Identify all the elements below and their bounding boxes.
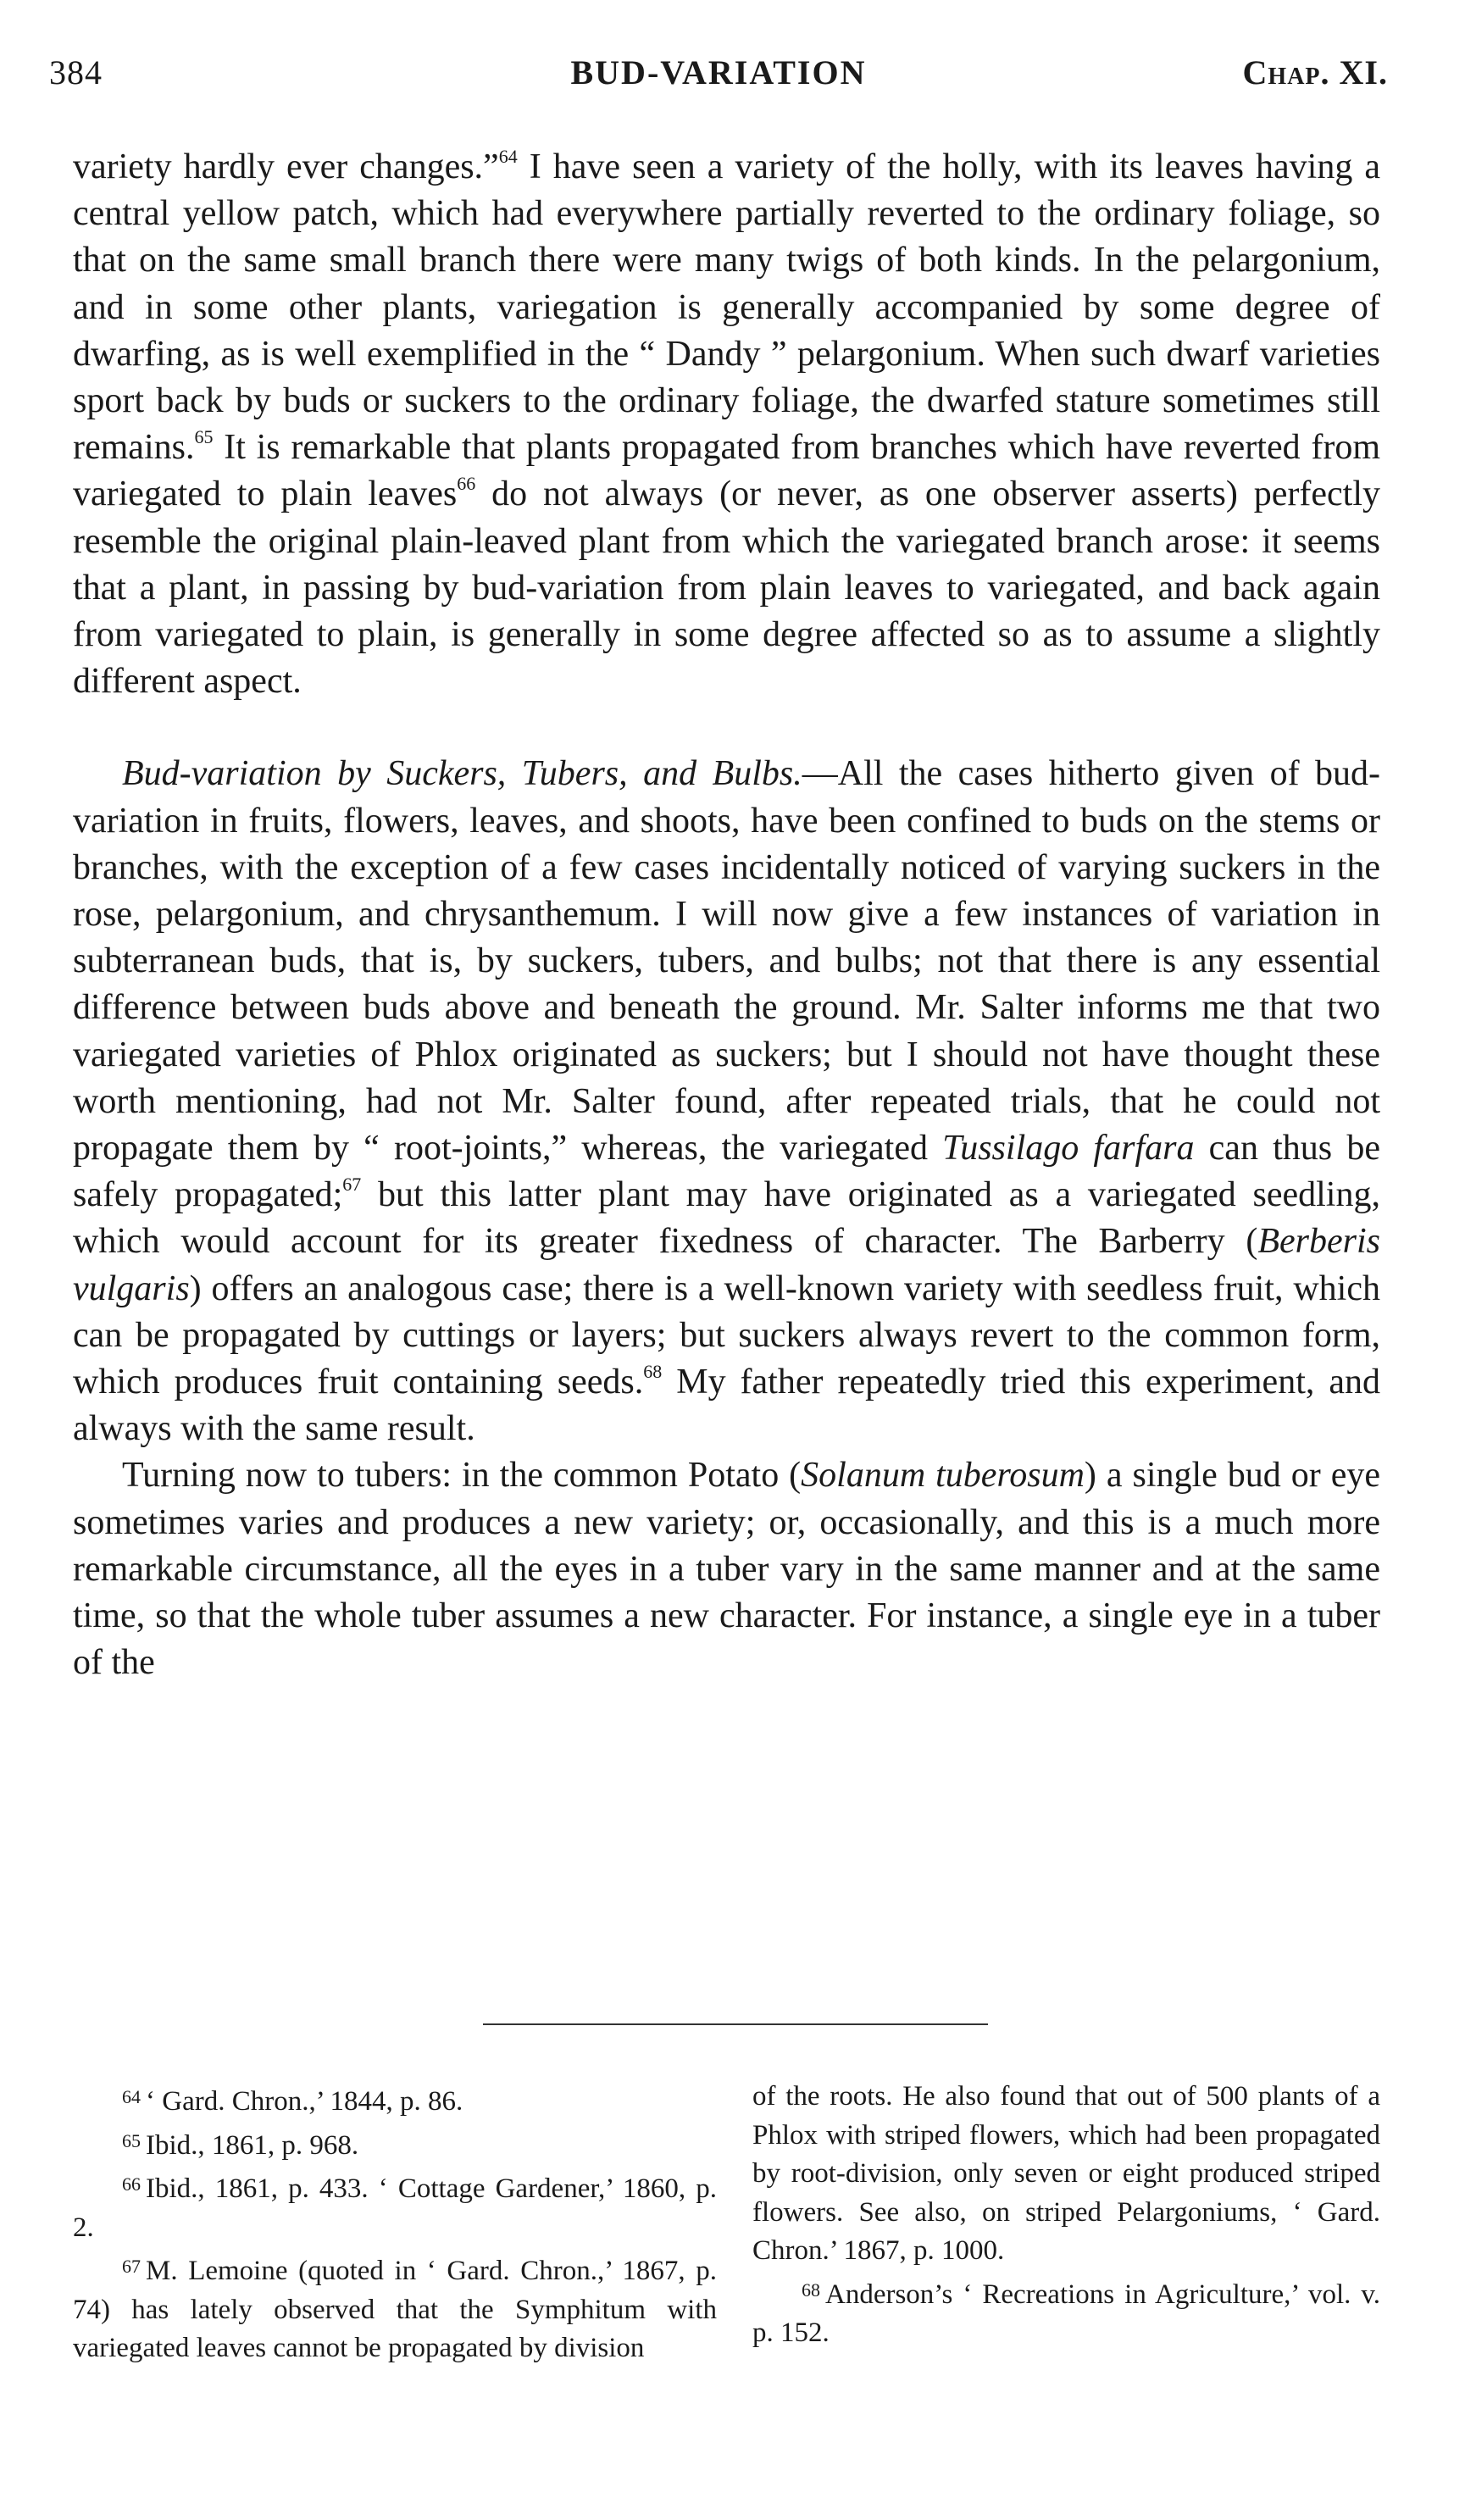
- footnote-65: $^{65}$ Ibid., 1861, p. 968.: [122, 2129, 359, 2161]
- paragraph-suckers-tubers-bulbs: Bud-variation by Suckers, Tubers, and Bulbs.—All the cases hitherto given of bud-variation in fruits, flowers, leaves, and shoots, have been confined to buds on the stems or branches, with the exception of a few cases incidentally noticed of varying suckers in the rose, pelargonium, and chrysanthemum. I will now give a few instances of variation in subterranean buds, that is, by suckers, tubers, and bulbs; not that there is any essential difference between buds above and beneath the ground. Mr. Salter informs me that two variegated varieties of Phlox originated as suckers; but I should not have thought these worth mentioning, had not Mr. Salter found, after repeated trials, that he could not propagate them by “ root-joints,” whereas, the variegated Tussilago farfara can thus be safely propagated;$^{67}$ but this latter plant may have originated as a variegated seedling, which would account for its greater fixedness of character. The Barberry (Berberis vulgaris) offers an analogous case; there is a well-known variety with seedless fruit, which can be propagated by cuttings or layers; but suckers always revert to the common form, which produces fruit containing seeds.$^{68}$ My father repeatedly tried this experiment, and always with the same result.: [73, 754, 1380, 1449]
- running-title: BUD-VARIATION: [570, 53, 867, 92]
- footnote-64: $^{64}$ ‘ Gard. Chron.,’ 1844, p. 86.: [122, 2086, 463, 2117]
- footnote-ref-64: 64: [498, 146, 518, 167]
- footnote-ref-65: 65: [194, 426, 214, 448]
- footnote-68: $^{68}$ Anderson’s ‘ Recreations in Agriculture,’ vol. v. p. 152.: [752, 2279, 1380, 2348]
- footnote-67-continued: of the roots. He also found that out of 500 plants of a Phlox with striped flowers, which had been propagated by root-division, only seven or eight produced striped flowers. See also, on striped Pelargoniums, ‘ Gard. Chron.’ 1867, p. 1000.: [752, 2081, 1380, 2266]
- paragraph-potato-tubers: Turning now to tubers: in the common Potato (Solanum tuberosum) a single bud or eye sometimes varies and produces a new variety; or, occasionally, and this is a much more remarkable circumstance, all the eyes in a tuber vary in the same manner and at the same time, so that the whole tuber assumes a new character. For instance, a single eye in a tuber of the: [73, 1456, 1380, 1683]
- section-heading: Bud-variation by Suckers, Tubers, and Bulbs.: [122, 754, 802, 794]
- footnote-ref-66: 66: [457, 473, 476, 495]
- footnote-66: $^{66}$ Ibid., 1861, p. 433. ‘ Cottage Gardener,’ 1860, p. 2.: [73, 2173, 717, 2243]
- body-text: [73, 144, 1380, 1687]
- footnote-column-left: [73, 2078, 717, 2368]
- page-number: 384: [49, 53, 103, 92]
- footnote-divider: [483, 2023, 988, 2025]
- footnote-column-right: [752, 2078, 1380, 2353]
- species-name: Solanum tuberosum: [801, 1456, 1085, 1496]
- species-name: Tussilago farfara: [942, 1129, 1195, 1168]
- footnote-ref-68: 68: [643, 1361, 663, 1383]
- paragraph-holly-variegation: variety hardly ever changes.”$^{64}$ I have seen a variety of the holly, with its leaves having a central yellow patch, which had everywhere partially reverted to the ordinary foliage, so that on the same small branch there were many twigs of both kinds. In the pelargonium, and in some other plants, variegation is generally accompanied by some degree of dwarfing, as is well exemplified in the “ Dandy ” pelargonium. When such dwarf varieties sport back by buds or suckers to the ordinary foliage, the dwarfed stature sometimes still remains.$^{65}$ It is remarkable that plants propagated from branches which have reverted from variegated to plain leaves$^{66}$ do not always (or never, as one observer asserts) perfectly resemble the original plain-leaved plant from which the variegated branch arose: it seems that a plant, in passing by bud-variation from plain leaves to variegated, and back again from variegated to plain, is generally in some degree affected so as to assume a slightly different aspect.: [73, 146, 1380, 702]
- species-name: Berberis vulgaris: [73, 1222, 1380, 1308]
- running-header: [49, 53, 1388, 103]
- footnote-ref-67: 67: [342, 1174, 362, 1196]
- chapter-label: Chap. XI.: [1242, 53, 1388, 92]
- footnote-67: $^{67}$ M. Lemoine (quoted in ‘ Gard. Chron.,’ 1867, p. 74) has lately observed that the Symphitum with variegated leaves cannot be propagated by division: [73, 2256, 717, 2363]
